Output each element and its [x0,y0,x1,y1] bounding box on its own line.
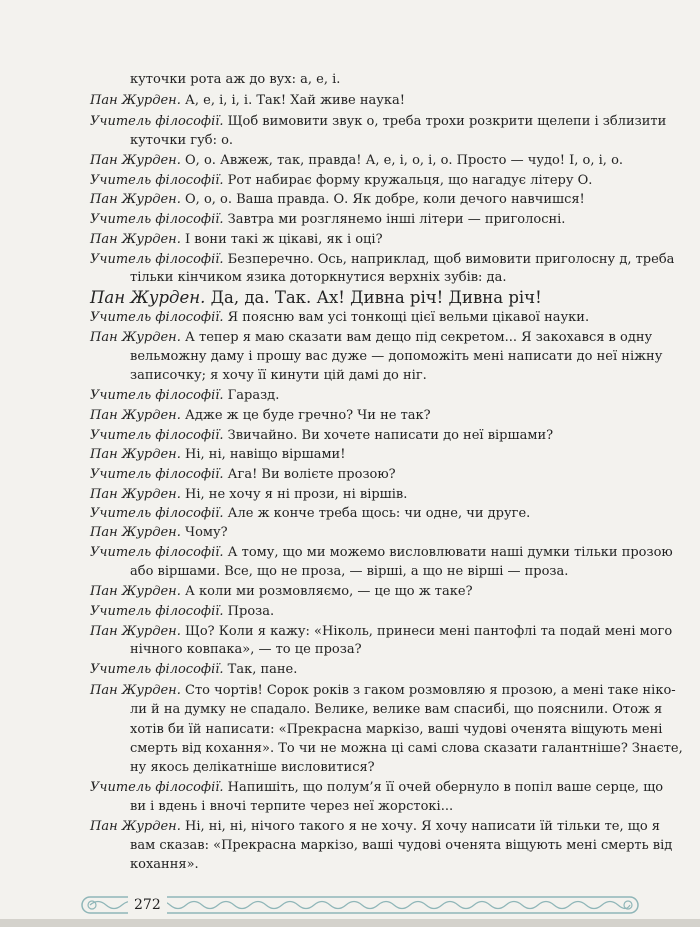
speaker-name: Учитель філософії. [90,780,224,795]
text-line: кохання». [130,857,199,872]
speaker-name: Учитель філософії. [90,604,224,619]
speaker-name: Пан Журден. [90,330,181,345]
text-line: ли й на думку не спадало. Велике, велике вам спасибі, що пояснили. Отож я [130,702,663,717]
text-line: Пан Журден. О, о. Авжеж, так, правда! А, е, і, о, і, о. Просто — чудо! І, о, і, о. [90,153,624,168]
text-line: хотів би їй написати: «Прекрасна маркізо, ваші чудові оченята віщують мені [130,722,663,737]
speaker-name: Учитель філософії. [90,252,224,267]
speaker-name: Пан Журден. [90,819,181,834]
text-line: Пан Журден. А коли ми розмовляємо, — це що ж таке? [90,584,473,599]
speaker-name: Пан Журден. [90,192,181,207]
text-line: Учитель філософії. Але ж конче треба щось: чи одне, чи друге. [90,506,531,521]
text-line: Учитель філософії. Щоб вимовити звук о, треба трохи розкрити щелепи і зблизити [90,114,667,129]
text-line: Учитель філософії. Завтра ми розглянемо інші літери — приголосні. [90,212,566,227]
text-line: записочку; я хочу її кинути цій дамі до ніг. [130,368,427,383]
scan-bottom-edge [0,919,700,927]
speaker-name: Пан Журден. [90,487,181,502]
page-footer [80,894,640,916]
speaker-name: Учитель філософії. [90,388,224,403]
text-line: Пан Журден. Да, да. Так. Ах! Дивна річ! Дивна річ! [90,288,542,307]
text-line: вам сказав: «Прекрасна маркізо, ваші чудові оченята віщують мені смерть від [130,838,673,853]
text-line: Учитель філософії. Напишіть, що полум’я її очей обернуло в попіл ваше серце, що [90,780,664,795]
text-line: Пан Журден. І вони такі ж цікаві, як і оці? [90,232,383,247]
text-line: Пан Журден. А, е, і, і, і. Так! Хай живе наука! [90,93,405,108]
text-line: Учитель філософії. А тому, що ми можемо висловлювати наші думки тільки прозою [90,545,673,560]
speaker-name: Пан Журден. [90,525,181,540]
text-line: або віршами. Все, що не проза, — вірші, а що не вірші — проза. [130,564,569,579]
text-line: Учитель філософії. Гаразд. [90,388,280,403]
speaker-name: Учитель філософії. [90,545,224,560]
text-line: Пан Журден. Ні, ні, навіщо віршами! [90,447,346,462]
speaker-name: Учитель філософії. [90,662,224,677]
speaker-name: Учитель філософії. [90,506,224,521]
speaker-name: Учитель філософії. [90,428,224,443]
speaker-name: Учитель філософії. [90,310,224,325]
speaker-name: Учитель філософії. [90,467,224,482]
text-line: ви і вдень і вночі терпите через неї жорстокі... [130,799,454,814]
text-line: Пан Журден. А тепер я маю сказати вам дещо під секретом... Я закохався в одну [90,330,653,345]
text-line: куточки губ: о. [130,133,234,148]
text-line: Учитель філософії. Я поясню вам усі тонкощі цієї вельми цікавої науки. [90,310,590,325]
text-line: Пан Журден. Чому? [90,525,228,540]
speaker-name: Пан Журден. [90,683,181,698]
page-number: 272 [128,896,167,914]
text-line: Пан Журден. Адже ж це буде гречно? Чи не так? [90,408,431,423]
text-line: Пан Журден. Ні, ні, ні, нічого такого я не хочу. Я хочу написати їй тільки те, що я [90,819,661,834]
text-line: Учитель філософії. Безперечно. Ось, наприклад, щоб вимовити приголосну д, треба [90,252,675,267]
text-line: Учитель філософії. Проза. [90,604,275,619]
speaker-name: Пан Журден. [90,93,181,108]
text-line: Учитель філософії. Звичайно. Ви хочете написати до неї віршами? [90,428,554,443]
text-line: Пан Журден. Що? Коли я кажу: «Ніколь, принеси мені пантофлі та подай мені мого [90,624,673,639]
text-line: Пан Журден. Ні, не хочу я ні прози, ні віршів. [90,487,408,502]
speaker-name: Учитель філософії. [90,173,224,188]
speaker-name: Учитель філософії. [90,114,224,129]
text-line: вельможну даму і прошу вас дуже — допоможіть мені написати до неї ніжну [130,349,663,364]
text-line: ну якось делікатніше висловитися? [130,760,375,775]
speaker-name: Пан Журден. [90,447,181,462]
text-line: Пан Журден. О, о, о. Ваша правда. О. Як добре, коли дечого навчишся! [90,192,585,207]
text-line: тільки кінчиком язика доторкнутися верхніх зубів: да. [130,270,507,285]
speaker-name: Пан Журден. [90,624,181,639]
text-line: нічного ковпака», — то це проза? [130,642,362,657]
speaker-name: Пан Журден. [90,288,206,307]
text-line: Учитель філософії. Рот набирає форму кружальця, що нагадує літеру О. [90,173,593,188]
text-line: Учитель філософії. Так, пане. [90,662,298,677]
text-line: Учитель філософії. Ага! Ви волієте прозою? [90,467,396,482]
text-line: Пан Журден. Сто чортів! Сорок років з гаком розмовляю я прозою, а мені таке ніко- [90,683,676,698]
speaker-name: Пан Журден. [90,153,181,168]
speaker-name: Пан Журден. [90,232,181,247]
text-line: смерть від кохання». То чи не можна ці самі слова сказати галантніше? Знаєте, [130,741,683,756]
speaker-name: Пан Журден. [90,408,181,423]
text-line: куточки рота аж до вух: а, е, і. [130,72,341,87]
speaker-name: Пан Журден. [90,584,181,599]
speaker-name: Учитель філософії. [90,212,224,227]
